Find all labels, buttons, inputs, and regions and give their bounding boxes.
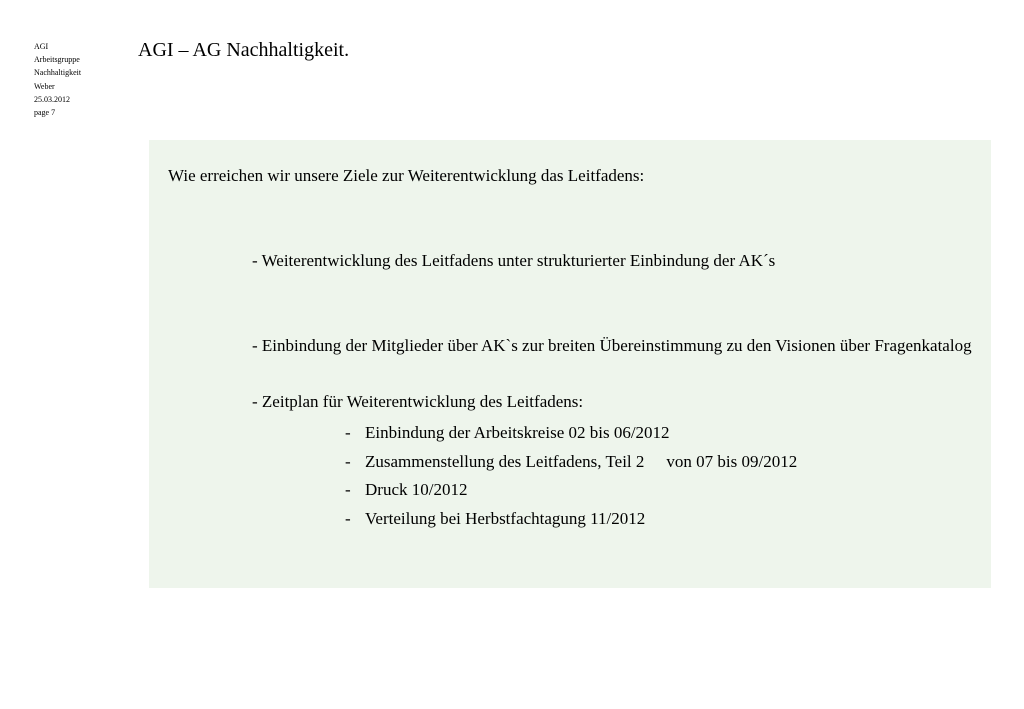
meta-page-number: page 7	[34, 108, 56, 118]
list-dash: -	[345, 508, 351, 528]
meta-topic: Nachhaltigkeit	[34, 68, 82, 78]
meta-date: 25.03.2012	[34, 94, 70, 104]
schedule-list	[345, 419, 797, 533]
schedule-item-text: Verteilung bei Herbstfachtagung 11/2012	[365, 508, 646, 528]
meta-org: AGI	[34, 42, 49, 51]
schedule-item-text: Druck 10/2012	[365, 480, 468, 499]
list-dash: -	[345, 423, 351, 442]
schedule-item-text: Zusammenstellung des Leitfadens, Teil 2	[365, 451, 645, 471]
document-meta	[34, 40, 124, 119]
page-title: AGI – AG Nachhaltigkeit.	[138, 39, 350, 61]
schedule-item-text: Einbindung der Arbeitskreise 02 bis 06/2012	[365, 423, 670, 442]
list-dash: -	[345, 480, 351, 499]
schedule-item	[345, 505, 797, 534]
schedule-item	[345, 419, 797, 448]
intro-question: Wie erreichen wir unsere Ziele zur Weiterentwicklung das Leitfadens:	[168, 166, 645, 185]
bullet-member-involvement: - Einbindung der Mitglieder über AK`s zur breiten Übereinstimmung zu den Visionen über Fragenkatalog	[252, 336, 972, 355]
schedule-item	[345, 476, 797, 505]
bullet-guideline-development: - Weiterentwicklung des Leitfadens unter strukturierter Einbindung der AK´s	[252, 251, 776, 270]
bullet-schedule-heading: - Zeitplan für Weiterentwicklung des Leitfadens:	[252, 392, 584, 411]
content-panel	[149, 140, 991, 588]
list-dash: -	[345, 451, 351, 471]
schedule-item	[345, 448, 797, 477]
schedule-item-period: von 07 bis 09/2012	[666, 451, 798, 471]
meta-group: Arbeitsgruppe	[34, 55, 80, 65]
meta-author: Weber	[34, 81, 55, 91]
